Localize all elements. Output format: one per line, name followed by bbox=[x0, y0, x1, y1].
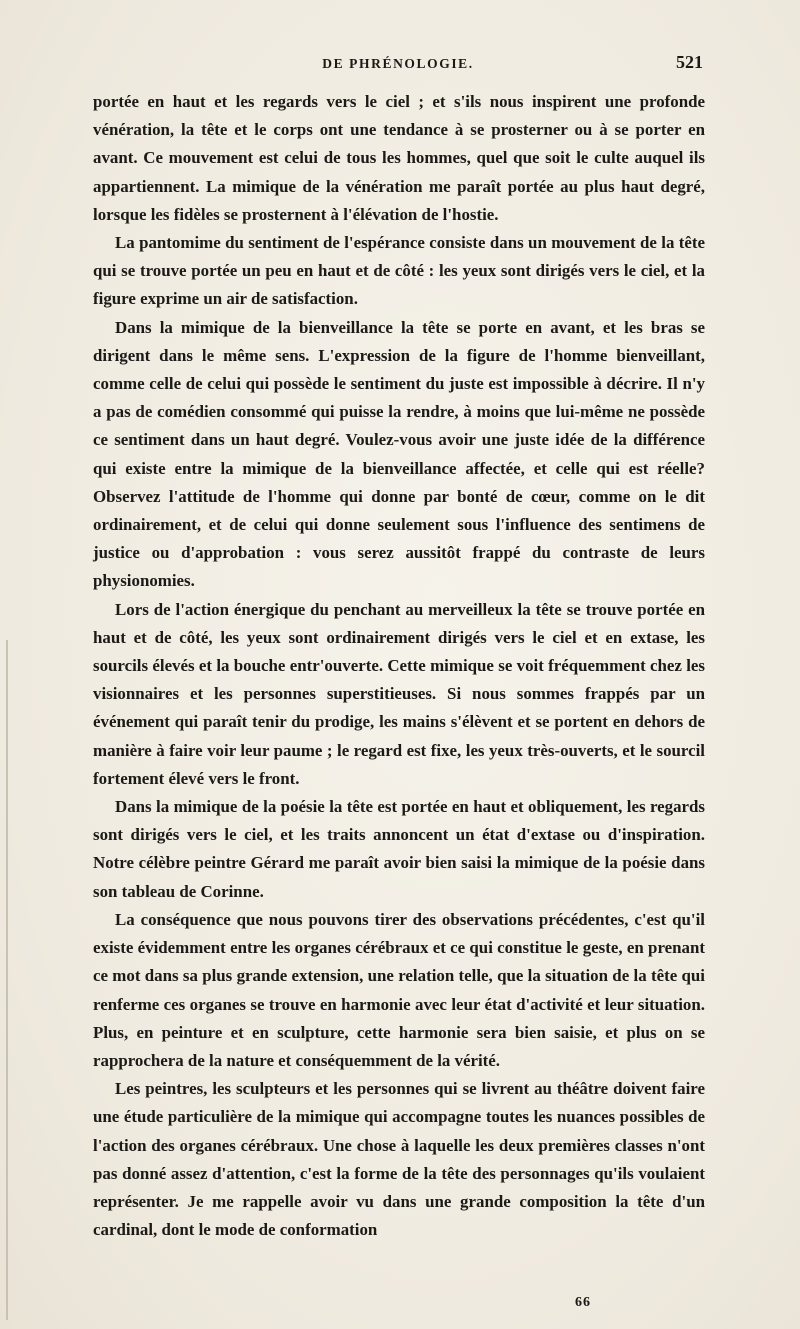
paragraph-veneration: portée en haut et les regards vers le ciel ; et s'ils nous inspirent une profonde vénération, la tête et le corps ont une tendance à se prosterner ou à se porter en avant. Ce mouvement est celui de tous les hommes, quel que soit le culte auquel ils appartiennent. La mimique de la vénération me paraît portée au plus haut degré, lorsque les fidèles se prosternent à l'élévation de l'hostie. bbox=[93, 92, 705, 224]
left-margin-line bbox=[6, 640, 8, 1320]
body-text bbox=[93, 88, 705, 1244]
paragraph-bienveillance: Dans la mimique de la bienveillance la tête se porte en avant, et les bras se dirigent dans le même sens. L'expression de la figure de l'homme bienveillant, comme celle de celui qui possède le sentiment du juste est impossible à décrire. Il n'y a pas de comédien consommé qui puisse la rendre, à moins que lui-même ne possède ce sentiment dans un haut degré. Voulez-vous avoir une juste idée de la différence qui existe entre la mimique de la bienveillance affectée, et celle qui est réelle? Observez l'attitude de l'homme qui donne par bonté de cœur, comme on le dit ordinairement, et de celui qui donne seulement sous l'influence des sentimens de justice ou d'approbation : vous serez aussitôt frappé du contraste de leurs physionomies. bbox=[93, 317, 705, 591]
printer-signature: 66 bbox=[575, 1295, 591, 1310]
paragraph-poesie: Dans la mimique de la poésie la tête est portée en haut et obliquement, les regards sont dirigés vers le ciel, et les traits annoncent un état d'extase ou d'inspiration. Notre célèbre peintre Gérard me paraît avoir bien saisi la mimique de la poésie dans son tableau de Corinne. bbox=[93, 797, 705, 901]
page-number: 521 bbox=[676, 52, 703, 72]
paragraph-peintres: Les peintres, les sculpteurs et les personnes qui se livrent au théâtre doivent faire une étude particulière de la mimique qui accompagne toutes les nuances possibles de l'action des organes cérébraux. Une chose à laquelle les deux premières classes n'ont pas donné assez d'attention, c'est la forme de la tête des personnages qu'ils voulaient représenter. Je me rappelle avoir vu dans une grande composition la tête d'un cardinal, dont le mode de conformation bbox=[93, 1079, 705, 1240]
paragraph-consequence: La conséquence que nous pouvons tirer des observations précédentes, c'est qu'il existe évidemment entre les organes cérébraux et ce qui constitue le geste, en prenant ce mot dans sa plus grande extension, une relation telle, que la situation de la tête qui renferme ces organes se trouve en harmonie avec leur état d'activité et leur situation. Plus, en peinture et en sculpture, cette harmonie sera bien saisie, et plus on se rapprochera de la nature et conséquemment de la vérité. bbox=[93, 909, 705, 1070]
paragraph-esperance: La pantomime du sentiment de l'espérance consiste dans un mouvement de la tête qui se trouve portée un peu en haut et de côté : les yeux sont dirigés vers le ciel, et la figure exprime un air de satisfaction. bbox=[93, 233, 705, 309]
running-title: DE PHRÉNOLOGIE. bbox=[322, 56, 474, 71]
page-header bbox=[93, 52, 703, 76]
paragraph-merveilleux: Lors de l'action énergique du penchant au merveilleux la tête se trouve portée en haut et de côté, les yeux sont ordinairement dirigés vers le ciel et en extase, les sourcils élevés et la bouche entr'ouverte. Cette mimique se voit fréquemment chez les visionnaires et les personnes superstitieuses. Si nous sommes frappés par un événement qui paraît tenir du prodige, les mains s'élèvent et se portent en dehors de manière à faire voir leur paume ; le regard est fixe, les yeux très-ouverts, et le sourcil fortement élevé vers le front. bbox=[93, 599, 705, 788]
